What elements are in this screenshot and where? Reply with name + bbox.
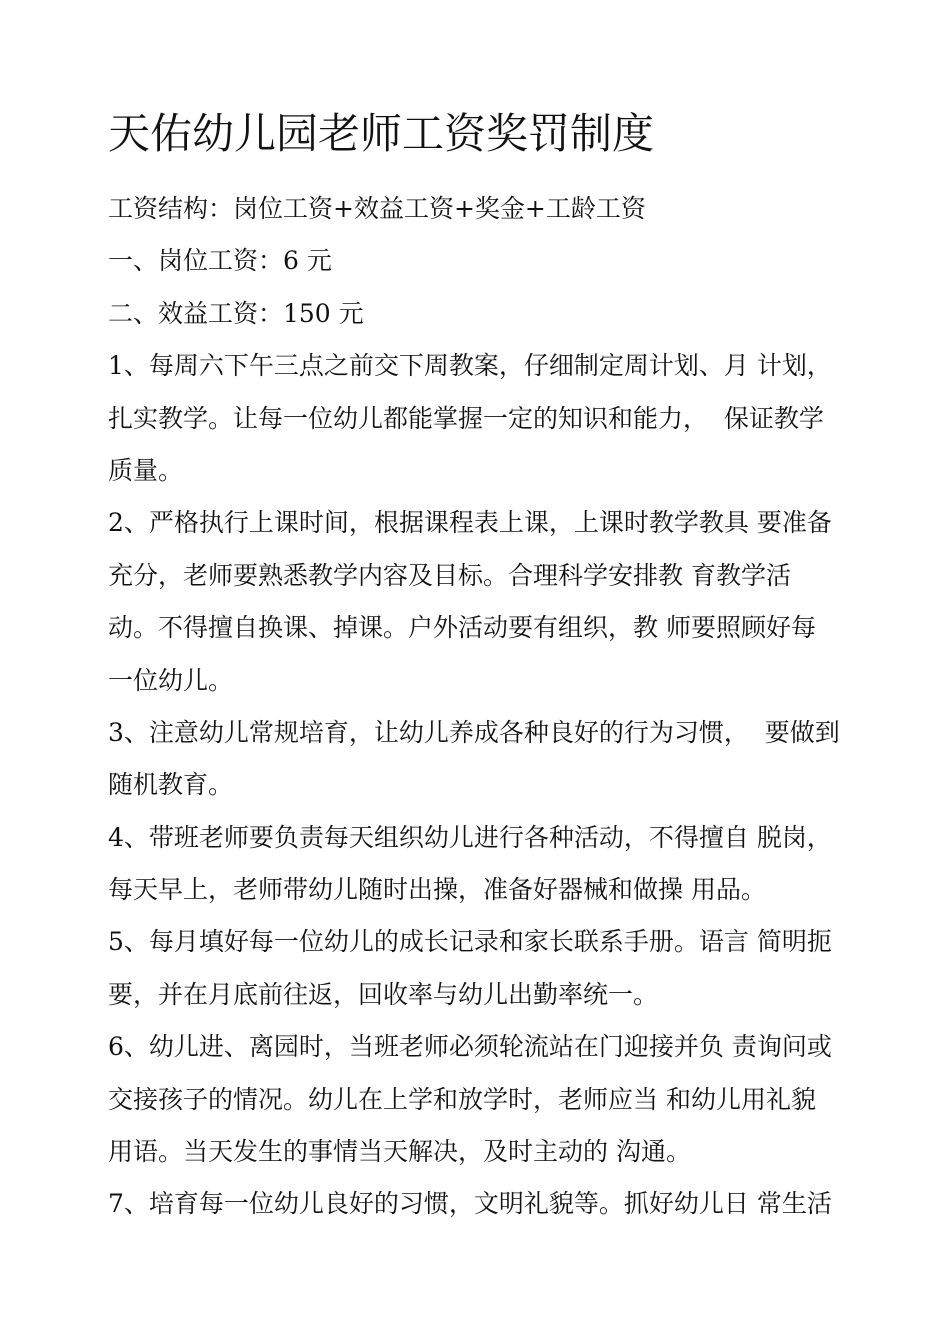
document-title: 天佑幼儿园老师工资奖罚制度 [108, 109, 655, 158]
text-line: 随机教育。 [108, 770, 234, 800]
text-line: 扎实教学。让每一位幼儿都能掌握一定的知识和能力， 保证教学 [108, 403, 824, 433]
text-line: 用语。当天发生的事情当天解决，及时主动的 沟通。 [108, 1137, 691, 1167]
text-line: 6、幼儿进、离园时，当班老师必须轮流站在门迎接并负 责询问或 [108, 1032, 832, 1062]
text-line: 要，并在月底前往返，回收率与幼儿出勤率统一。 [108, 979, 659, 1009]
text-line: 4、带班老师要负责每天组织幼儿进行各种活动，不得擅自 脱岗， [108, 822, 832, 852]
text-line: 工资结构：岗位工资+效益工资+奖金+工龄工资 [108, 194, 646, 223]
text-line: 每天早上，老师带幼儿随时出操，准备好器械和做操 用品。 [108, 875, 766, 905]
text-line: 一、岗位工资：6 元 [108, 246, 332, 276]
text-line: 5、每月填好每一位幼儿的成长记录和家长联系手册。语言 简明扼 [108, 927, 832, 957]
text-line: 3、注意幼儿常规培育，让幼儿养成各种良好的行为习惯， 要做到 [108, 717, 840, 747]
text-line: 动。不得擅自换课、掉课。户外活动要有组织，教 师要照顾好每 [108, 613, 816, 643]
text-line: 1、每周六下午三点之前交下周教案，仔细制定周计划、月 计划， [108, 351, 832, 381]
text-line: 质量。 [108, 455, 184, 485]
text-line: 2、严格执行上课时间，根据课程表上课，上课时教学教具 要准备 [108, 508, 832, 538]
text-line: 一位幼儿。 [108, 665, 234, 695]
text-line: 二、效益工资：150 元 [108, 298, 364, 328]
text-line: 交接孩子的情况。幼儿在上学和放学时，老师应当 和幼儿用礼貌 [108, 1084, 816, 1114]
text-line: 充分，老师要熟悉教学内容及目标。合理科学安排教 育教学活 [108, 560, 791, 590]
document-body [108, 183, 868, 1231]
text-line: 7、培育每一位幼儿良好的习惯，文明礼貌等。抓好幼儿日 常生活 [108, 1189, 832, 1219]
